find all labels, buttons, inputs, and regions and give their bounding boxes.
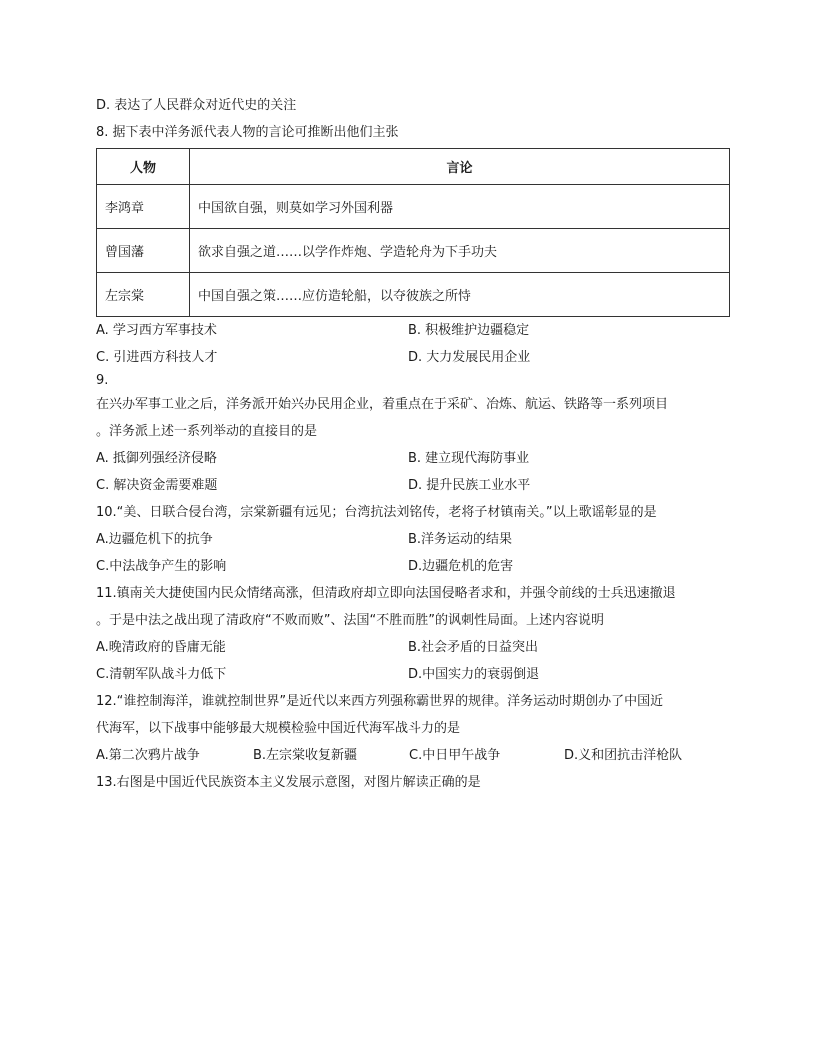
q8-option-d[interactable]: D. 大力发展民用企业 xyxy=(408,350,531,365)
q10-option-d[interactable]: D.边疆危机的危害 xyxy=(408,559,514,574)
q12-option-a[interactable]: A.第二次鸦片战争 xyxy=(96,748,200,763)
q8-quote-cell: 中国自强之策……应仿造轮船，以夺彼族之所恃 xyxy=(190,273,730,317)
q12-option-c[interactable]: C.中日甲午战争 xyxy=(409,748,501,763)
table-row xyxy=(97,273,730,317)
q12-option-d[interactable]: D.义和团抗击洋枪队 xyxy=(564,748,683,763)
q8-options-row-2 xyxy=(96,344,736,371)
q10-stem: 10.“美、日联合侵台湾，宗棠新疆有远见；台湾抗法刘铭传，老将子材镇南关。”以上歌谣彰显的是 xyxy=(96,505,657,520)
q9-options-row-1 xyxy=(96,445,736,472)
q10-options-row-1 xyxy=(96,526,736,553)
q8-option-c[interactable]: C. 引进西方科技人才 xyxy=(96,350,218,365)
q10-option-a[interactable]: A.边疆危机下的抗争 xyxy=(96,532,213,547)
q9-option-d[interactable]: D. 提升民族工业水平 xyxy=(408,478,531,493)
q11-options-row-1 xyxy=(96,634,736,661)
q8-person-cell: 李鸿章 xyxy=(97,185,190,229)
q8-person-cell: 曾国藩 xyxy=(97,229,190,273)
table-row xyxy=(97,185,730,229)
q12-option-b[interactable]: B.左宗棠收复新疆 xyxy=(253,748,358,763)
q9-stem-line-1: 在兴办军事工业之后，洋务派开始兴办民用企业，着重点在于采矿、冶炼、航运、铁路等一系列项目 xyxy=(96,397,669,412)
q9-stem-line-2: 。洋务派上述一系列举动的直接目的是 xyxy=(96,424,318,439)
q8-options-row-1 xyxy=(96,317,736,344)
q8-table-header-row xyxy=(97,149,730,185)
q8-option-b[interactable]: B. 积极维护边疆稳定 xyxy=(408,323,530,338)
q11-option-d[interactable]: D.中国实力的衰弱倒退 xyxy=(408,667,540,682)
q12-stem-line-1: 12.“谁控制海洋，谁就控制世界”是近代以来西方列强称霸世界的规律。洋务运动时期创办了中国近 xyxy=(96,694,664,709)
q10-option-c[interactable]: C.中法战争产生的影响 xyxy=(96,559,227,574)
q11-option-a[interactable]: A.晚清政府的昏庸无能 xyxy=(96,640,226,655)
q8-table xyxy=(96,148,730,317)
q8-quote-cell: 中国欲自强，则莫如学习外国利器 xyxy=(190,185,730,229)
q11-options-row-2 xyxy=(96,661,736,688)
q12-stem-line-2: 代海军，以下战事中能够最大规模检验中国近代海军战斗力的是 xyxy=(96,721,461,736)
q8-quote-cell: 欲求自强之道……以学作炸炮、学造轮舟为下手功夫 xyxy=(190,229,730,273)
q9-number: 9. xyxy=(96,373,109,388)
q8-table-header-person: 人物 xyxy=(97,149,190,185)
q8-person-cell: 左宗棠 xyxy=(97,273,190,317)
q9-option-b[interactable]: B. 建立现代海防事业 xyxy=(408,451,530,466)
q7-option-d: D. 表达了人民群众对近代史的关注 xyxy=(96,98,297,113)
q9-option-c[interactable]: C. 解决资金需要难题 xyxy=(96,478,218,493)
q8-stem: 8. 据下表中洋务派代表人物的言论可推断出他们主张 xyxy=(96,125,399,140)
exam-page xyxy=(96,92,736,796)
q13-stem: 13.右图是中国近代民族资本主义发展示意图，对图片解读正确的是 xyxy=(96,775,481,790)
q11-option-c[interactable]: C.清朝军队战斗力低下 xyxy=(96,667,227,682)
q8-table-header-quote: 言论 xyxy=(190,149,730,185)
q10-options-row-2 xyxy=(96,553,736,580)
q9-options-row-2 xyxy=(96,472,736,499)
q8-option-a[interactable]: A. 学习西方军事技术 xyxy=(96,323,217,338)
q12-options-row xyxy=(96,742,736,769)
q11-option-b[interactable]: B.社会矛盾的日益突出 xyxy=(408,640,539,655)
q11-stem-line-1: 11.镇南关大捷使国内民众情绪高涨，但清政府却立即向法国侵略者求和，并强令前线的士兵迅速撤退 xyxy=(96,586,676,601)
q9-option-a[interactable]: A. 抵御列强经济侵略 xyxy=(96,451,217,466)
q11-stem-line-2: 。于是中法之战出现了清政府“不败而败”、法国“不胜而胜”的讽刺性局面。上述内容说明 xyxy=(96,613,604,628)
q10-option-b[interactable]: B.洋务运动的结果 xyxy=(408,532,513,547)
table-row xyxy=(97,229,730,273)
